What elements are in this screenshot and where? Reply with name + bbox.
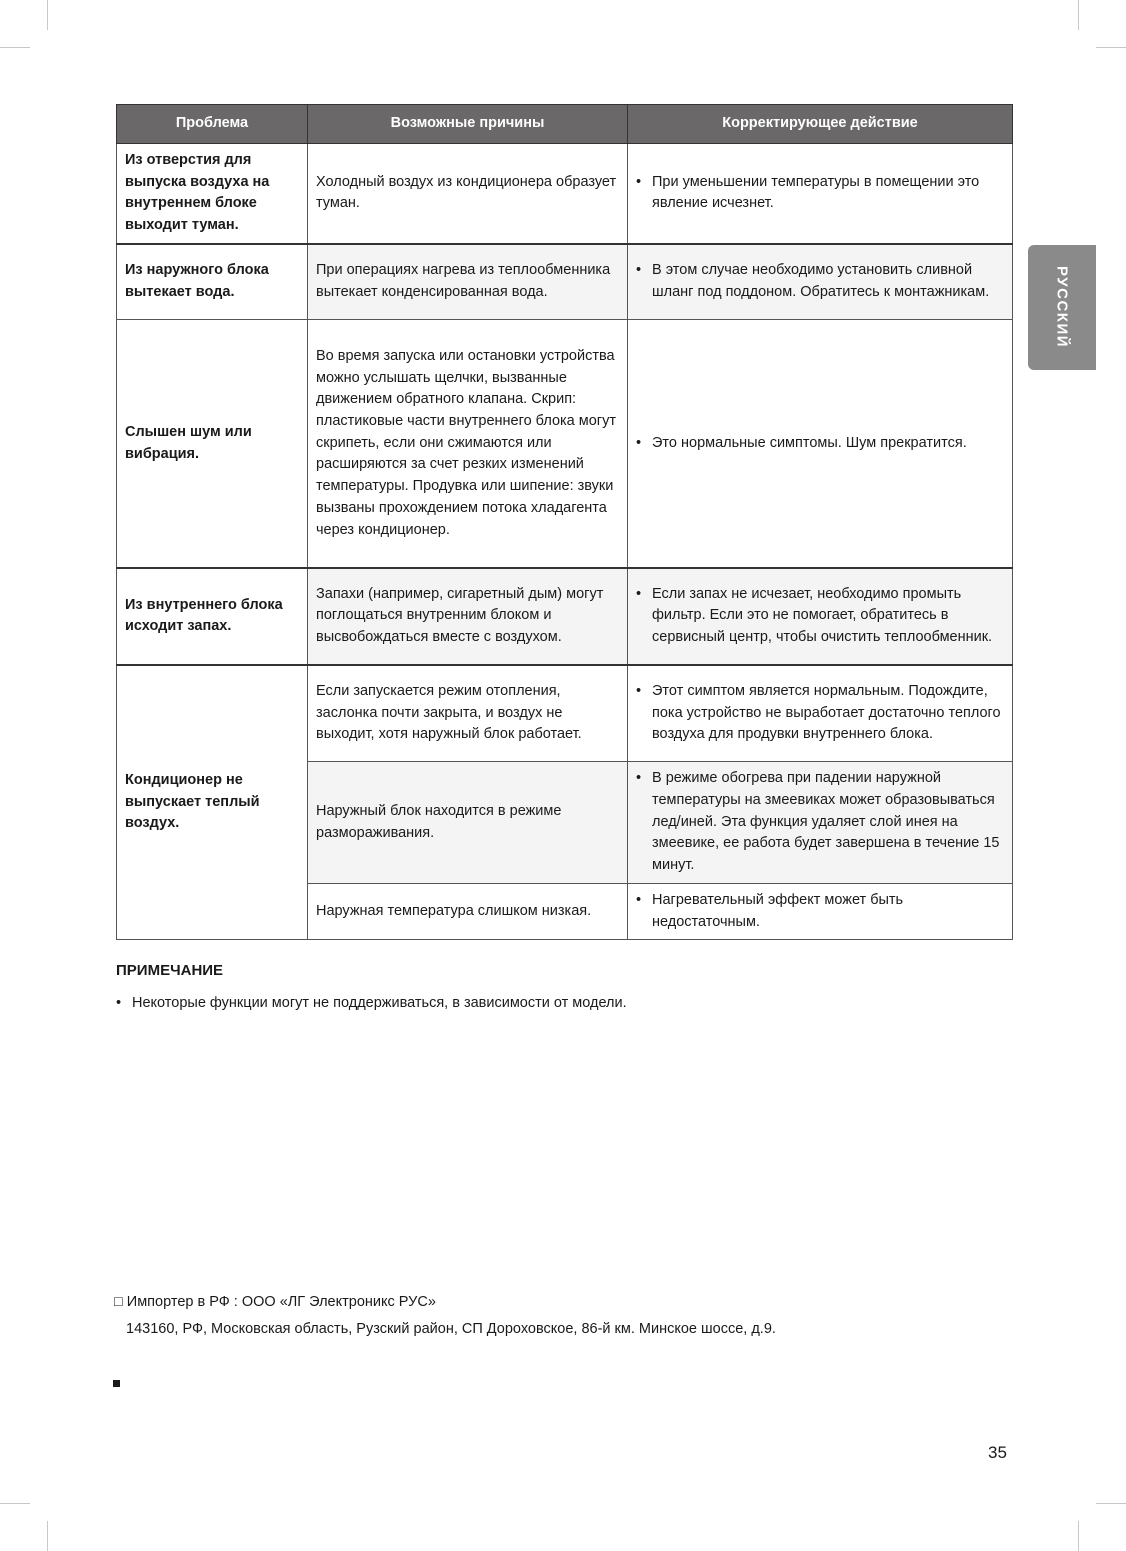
action-text: Этот симптом является нормальным. Подождите, пока устройство не выработает достаточно теплого воздуха для продувки внутреннего блока.	[652, 683, 1001, 743]
action-text: При уменьшении температуры в помещении это явление исчезнет.	[652, 173, 980, 212]
crop-mark	[1096, 47, 1126, 48]
bullet: •	[636, 173, 642, 190]
header-action: Корректирующее действие	[628, 105, 1013, 144]
importer-line-1: □ Импортер в РФ : ООО «ЛГ Электроникс РУС»	[114, 1294, 436, 1310]
page-number: 35	[988, 1443, 1007, 1462]
note-title: ПРИМЕЧАНИЕ	[116, 962, 224, 979]
problem-cell: Из внутреннего блока исходит запах.	[117, 568, 308, 665]
action-cell	[628, 665, 1013, 762]
note-text: Некоторые функции могут не поддерживаться, в зависимости от модели.	[132, 995, 627, 1011]
crop-mark	[1096, 1503, 1126, 1504]
problem-cell: Из наружного блока вытекает вода.	[117, 244, 308, 320]
bullet: •	[636, 891, 642, 908]
action-cell	[628, 883, 1013, 939]
importer-address: 143160, РФ, Московская область, Рузский район, СП Дороховское, 86-й км. Минское шоссе, д.9.	[126, 1321, 776, 1337]
bullet: •	[636, 262, 642, 279]
problem-cell: Слышен шум или вибрация.	[117, 320, 308, 568]
table-header-row	[117, 105, 1013, 144]
problem-cell: Из отверстия для выпуска воздуха на внутреннем блоке выходит туман.	[117, 144, 308, 244]
section-marker	[113, 1380, 120, 1387]
action-cell	[628, 568, 1013, 665]
header-problem: Проблема	[117, 105, 308, 144]
crop-mark	[47, 1521, 48, 1551]
header-causes: Возможные причины	[308, 105, 628, 144]
cause-cell: Во время запуска или остановки устройства можно услышать щелчки, вызванные движением обратного клапана. Скрип: пластиковые части внутреннего блока могут скрипеть, если они сжимаются или расширяются за счет резких изменений температуры. Продувка или шипение: звуки вызваны прохождением потока хладагента через кондиционер.	[308, 320, 628, 568]
table-row	[117, 144, 1013, 244]
action-text: Если запах не исчезает, необходимо промыть фильтр. Если это не помогает, обратитесь в сервисный центр, чтобы очистить теплообменник.	[652, 585, 993, 646]
cause-cell: Холодный воздух из кондиционера образует туман.	[308, 144, 628, 244]
note-item	[116, 995, 627, 1011]
crop-mark	[0, 1503, 30, 1504]
troubleshooting-table	[116, 104, 1013, 940]
bullet: •	[636, 434, 642, 451]
problem-cell: Кондиционер не выпускает теплый воздух.	[117, 665, 308, 940]
language-tab	[1028, 245, 1096, 370]
cause-cell: Наружная температура слишком низкая.	[308, 883, 628, 939]
action-text: Нагревательный эффект может быть недостаточным.	[652, 891, 904, 930]
table-row	[117, 568, 1013, 665]
table-row	[117, 244, 1013, 320]
action-cell	[628, 762, 1013, 884]
cause-cell: Наружный блок находится в режиме размораживания.	[308, 762, 628, 884]
crop-mark	[1078, 0, 1079, 30]
bullet: •	[636, 585, 642, 602]
crop-mark	[47, 0, 48, 30]
table-row	[117, 320, 1013, 568]
action-text: В этом случае необходимо установить сливной шланг под поддоном. Обратитесь к монтажникам.	[652, 262, 990, 301]
language-tab-label: РУССКИЙ	[1053, 266, 1071, 349]
bullet: •	[116, 995, 122, 1011]
bullet: •	[636, 770, 642, 787]
action-cell	[628, 320, 1013, 568]
table-row	[117, 665, 1013, 762]
cause-cell: При операциях нагрева из теплообменника вытекает конденсированная вода.	[308, 244, 628, 320]
action-text: В режиме обогрева при падении наружной температуры на змеевиках может образовываться лед/иней. Эта функция удаляет слой инея на змеевике, ее работа будет завершена в течение 15 минут.	[652, 770, 1000, 874]
cause-cell: Если запускается режим отопления, заслонка почти закрыта, и воздух не выходит, хотя наружный блок работает.	[308, 665, 628, 762]
crop-mark	[1078, 1521, 1079, 1551]
action-cell	[628, 144, 1013, 244]
action-text: Это нормальные симптомы. Шум прекратится.	[652, 434, 967, 451]
bullet: •	[636, 683, 642, 699]
action-cell	[628, 244, 1013, 320]
crop-mark	[0, 47, 30, 48]
cause-cell: Запахи (например, сигаретный дым) могут поглощаться внутренним блоком и высвобождаться вместе с воздухом.	[308, 568, 628, 665]
